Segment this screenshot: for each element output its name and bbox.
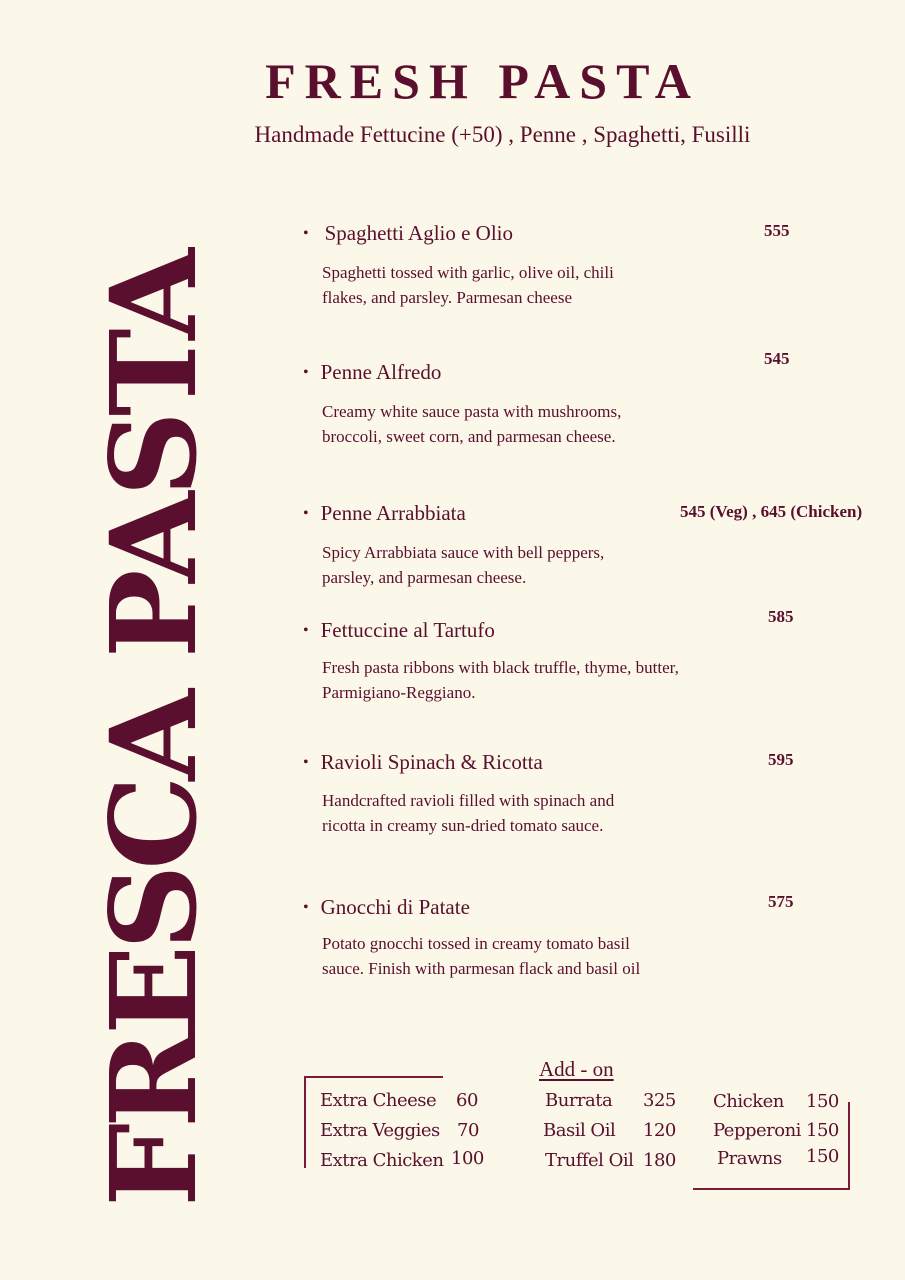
menu-item-description: Spaghetti tossed with garlic, olive oil, chili flakes, and parsley. Parmesan cheese bbox=[322, 263, 614, 307]
bullet-icon: • bbox=[303, 364, 309, 381]
addon-price: 325 bbox=[643, 1090, 676, 1111]
menu-item-price: 595 bbox=[768, 750, 794, 769]
addon-name: Extra Cheese bbox=[320, 1090, 437, 1111]
addon-price: 120 bbox=[643, 1120, 676, 1141]
menu-item-price: 585 bbox=[768, 607, 794, 626]
addon-price: 150 bbox=[806, 1120, 839, 1141]
bullet-icon: • bbox=[303, 754, 309, 771]
menu-item-description: Fresh pasta ribbons with black truffle, thyme, butter, Parmigiano-Reggiano. bbox=[322, 658, 679, 702]
addon-name: Prawns bbox=[717, 1148, 782, 1169]
menu-item-price: 555 bbox=[764, 221, 790, 240]
side-title: FRESCA PASTA bbox=[84, 253, 223, 1207]
addon-price: 150 bbox=[806, 1146, 839, 1167]
bullet-icon: • bbox=[303, 899, 309, 916]
addon-name: Extra Chicken bbox=[320, 1150, 444, 1171]
addon-name: Extra Veggies bbox=[320, 1120, 440, 1141]
menu-item-price: 545 (Veg) , 645 (Chicken) bbox=[680, 502, 863, 521]
addon-heading: Add - on bbox=[539, 1057, 614, 1081]
addon-name: Truffel Oil bbox=[545, 1150, 634, 1171]
addon-name: Burrata bbox=[545, 1090, 613, 1111]
menu-subtitle: Handmade Fettucine (+50) , Penne , Spaghetti, Fusilli bbox=[254, 122, 751, 147]
addon-name: Chicken bbox=[713, 1091, 784, 1112]
menu-item-name: • Fettuccine al Tartufo bbox=[303, 618, 495, 642]
menu-title: FRESH PASTA bbox=[265, 53, 700, 109]
addon-name: Pepperoni bbox=[713, 1120, 801, 1141]
menu-item-description: Creamy white sauce pasta with mushrooms, broccoli, sweet corn, and parmesan cheese. bbox=[322, 402, 622, 446]
menu-item-name: • Penne Arrabbiata bbox=[303, 501, 466, 525]
bullet-icon: • bbox=[303, 505, 309, 522]
addon-price: 150 bbox=[806, 1091, 839, 1112]
addon-price: 180 bbox=[643, 1150, 676, 1171]
menu-item-name: • Penne Alfredo bbox=[303, 360, 442, 384]
addon-price: 100 bbox=[451, 1148, 484, 1169]
bullet-icon: • bbox=[303, 622, 309, 639]
addon-name: Basil Oil bbox=[543, 1120, 616, 1141]
menu-item-name: • Spaghetti Aglio e Olio bbox=[303, 221, 514, 245]
menu-item-name: • Gnocchi di Patate bbox=[303, 895, 470, 919]
menu-item-description: Handcrafted ravioli filled with spinach and ricotta in creamy sun-dried tomato sauce. bbox=[322, 791, 615, 835]
menu-item-price: 545 bbox=[764, 349, 790, 368]
addon-price: 70 bbox=[457, 1120, 479, 1141]
menu-item-price: 575 bbox=[768, 892, 794, 911]
bullet-icon: • bbox=[303, 225, 309, 242]
menu-item-description: Potato gnocchi tossed in creamy tomato basil sauce. Finish with parmesan flack and basil oil bbox=[322, 934, 641, 978]
addon-price: 60 bbox=[456, 1090, 478, 1111]
menu-item-name: • Ravioli Spinach & Ricotta bbox=[303, 750, 543, 774]
menu-item-description: Spicy Arrabbiata sauce with bell peppers, parsley, and parmesan cheese. bbox=[322, 543, 605, 587]
